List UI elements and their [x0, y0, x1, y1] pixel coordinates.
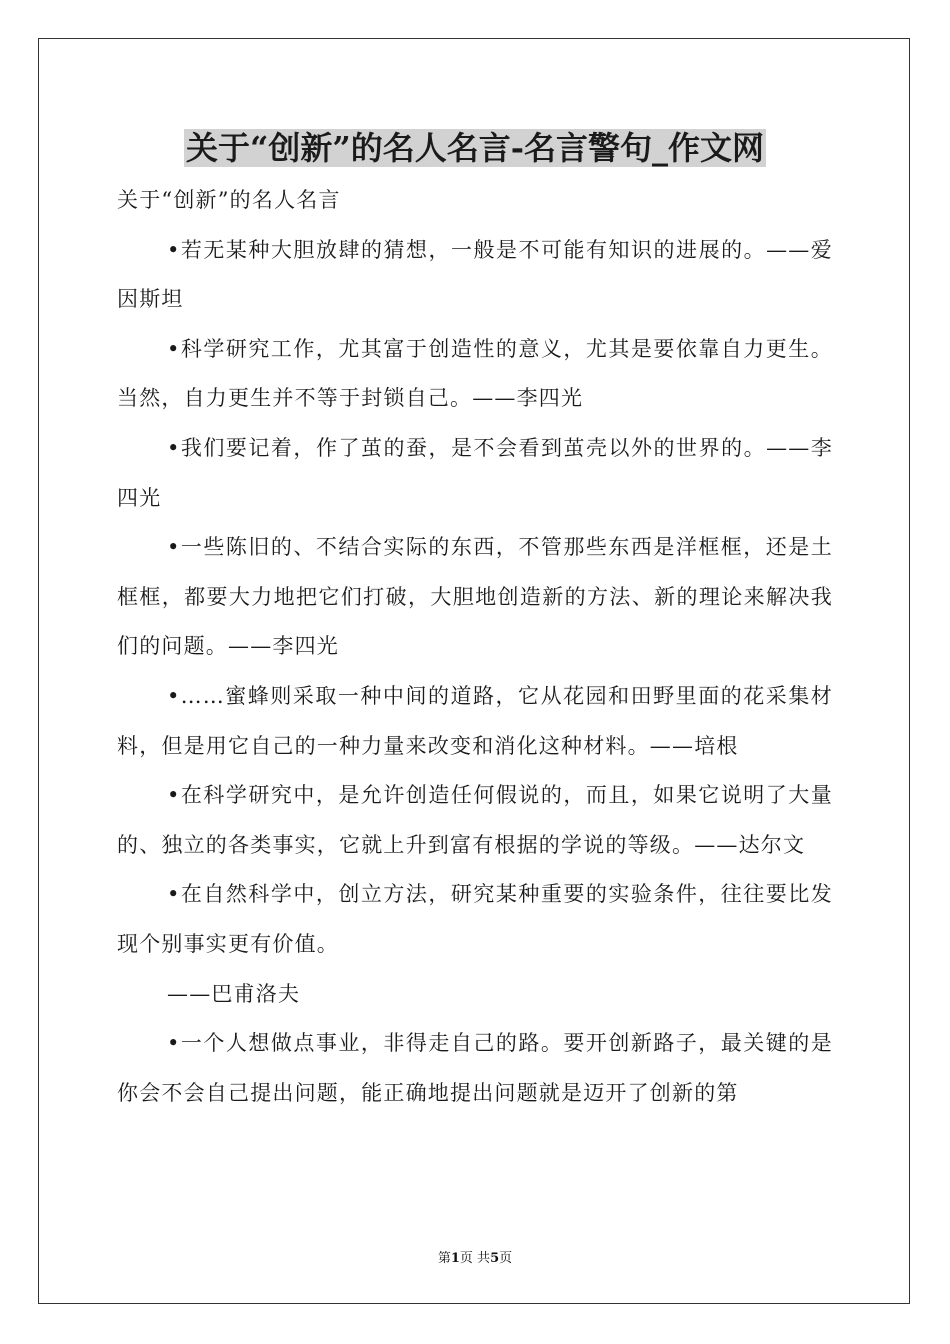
quote-paragraph: •科学研究工作，尤其富于创造性的意义，尤其是要依靠自力更生。当然，自力更生并不等于封锁自己。——李四光	[117, 336, 833, 411]
page-label: 页	[499, 1251, 513, 1266]
page-label: 页 共	[459, 1251, 491, 1266]
document-title-text: 关于“创新”的名人名言-名言警句_作文网	[185, 129, 765, 167]
quote-paragraph: •……蜜蜂则采取一种中间的道路，它从花园和田野里面的花采集材料，但是用它自己的一种力量来改变和消化这种材料。——培根	[117, 683, 833, 758]
quote-paragraph: •一些陈旧的、不结合实际的东西，不管那些东西是洋框框，还是土框框，都要大力地把它们打破，大胆地创造新的方法、新的理论来解决我们的问题。——李四光	[117, 535, 833, 659]
current-page-number: 1	[450, 1251, 460, 1266]
page-footer	[0, 1247, 950, 1266]
document-subtitle: 关于“创新”的名人名言	[117, 188, 341, 212]
quote-paragraph: •一个人想做点事业，非得走自己的路。要开创新路子，最关键的是你会不会自己提出问题，能正确地提出问题就是迈开了创新的第	[117, 1031, 833, 1105]
quote-paragraph: •我们要记着，作了茧的蚕，是不会看到茧壳以外的世界的。——李四光	[117, 435, 833, 510]
quote-paragraph: •若无某种大胆放肆的猜想，一般是不可能有知识的进展的。——爱因斯坦	[117, 237, 833, 312]
quote-paragraph: •在自然科学中，创立方法，研究某种重要的实验条件，往往要比发现个别事实更有价值。	[117, 882, 833, 956]
quote-attribution: ——巴甫洛夫	[167, 981, 301, 1006]
document-body	[117, 176, 833, 1118]
document-title	[0, 126, 950, 170]
total-pages-number: 5	[490, 1251, 500, 1266]
quote-paragraph: •在科学研究中，是允许创造任何假说的，而且，如果它说明了大量的、独立的各类事实，它就上升到富有根据的学说的等级。——达尔文	[117, 783, 833, 857]
page-label: 第	[437, 1251, 451, 1266]
